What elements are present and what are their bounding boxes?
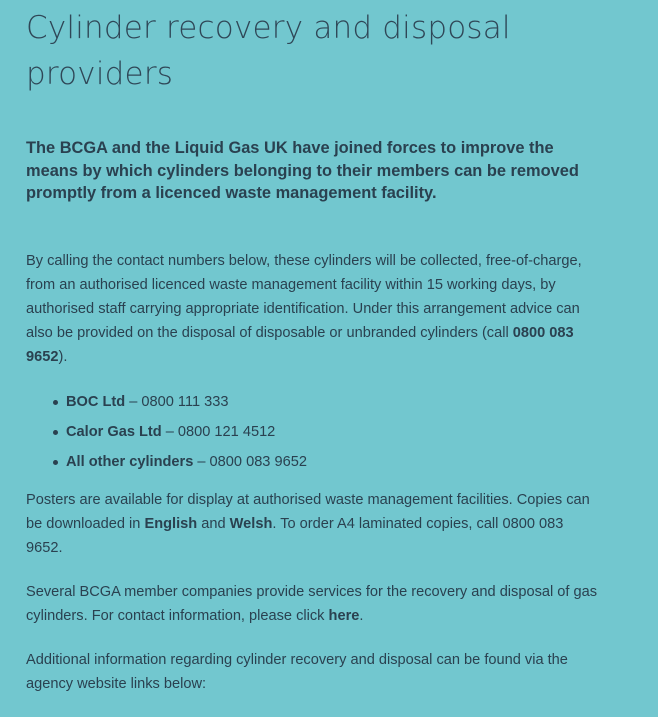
lead-paragraph: The BCGA and the Liquid Gas UK have joined forces to improve the means by which cylinders belonging to their members can be removed promptly from a licenced waste management facility. bbox=[26, 139, 579, 202]
provider-name: All other cylinders bbox=[66, 453, 194, 470]
provider-phone: – 0800 111 333 bbox=[125, 393, 229, 410]
intro-phone: 0800 083 9652 bbox=[26, 324, 574, 365]
provider-item-other bbox=[66, 450, 658, 474]
english-poster-link[interactable]: English bbox=[144, 515, 198, 532]
additional-info-paragraph: Additional information regarding cylinder recovery and disposal can be found via the agency website links below: bbox=[26, 651, 568, 692]
welsh-poster-link[interactable]: Welsh bbox=[229, 515, 273, 532]
intro-paragraph bbox=[26, 249, 598, 369]
provider-item-boc bbox=[66, 390, 658, 414]
bullet-icon bbox=[53, 400, 58, 405]
provider-phone: – 0800 121 4512 bbox=[161, 423, 276, 440]
posters-and: and bbox=[197, 515, 230, 532]
page-title: Cylinder recovery and disposal providers bbox=[26, 10, 511, 92]
bullet-icon bbox=[53, 460, 58, 465]
bullet-icon bbox=[53, 430, 58, 435]
members-paragraph bbox=[26, 580, 598, 628]
provider-phone: – 0800 083 9652 bbox=[193, 453, 307, 470]
intro-end: ). bbox=[58, 348, 68, 365]
posters-paragraph bbox=[26, 488, 598, 560]
members-text: Several BCGA member companies provide services for the recovery and disposal of gas cylinders. For contact information, please click bbox=[26, 583, 598, 624]
provider-name: Calor Gas Ltd bbox=[66, 423, 162, 440]
posters-text: Posters are available for display at authorised waste management facilities. Copies can be downloaded in bbox=[26, 491, 590, 532]
posters-order-text: . To order A4 laminated copies, call 0800 083 9652. bbox=[26, 515, 564, 556]
provider-item-calor bbox=[66, 420, 658, 444]
intro-text: By calling the contact numbers below, these cylinders will be collected, free-of-charge, from an authorised licenced waste management facility within 15 working days, by authorised staff carrying appropriate identification. Under this arrangement advice can also be provided on the disposal of disposable or unbranded cylinders (call bbox=[26, 252, 582, 341]
members-end: . bbox=[359, 607, 364, 624]
here-link[interactable]: here bbox=[328, 607, 360, 624]
provider-list bbox=[26, 390, 658, 474]
provider-name: BOC Ltd bbox=[66, 393, 126, 410]
